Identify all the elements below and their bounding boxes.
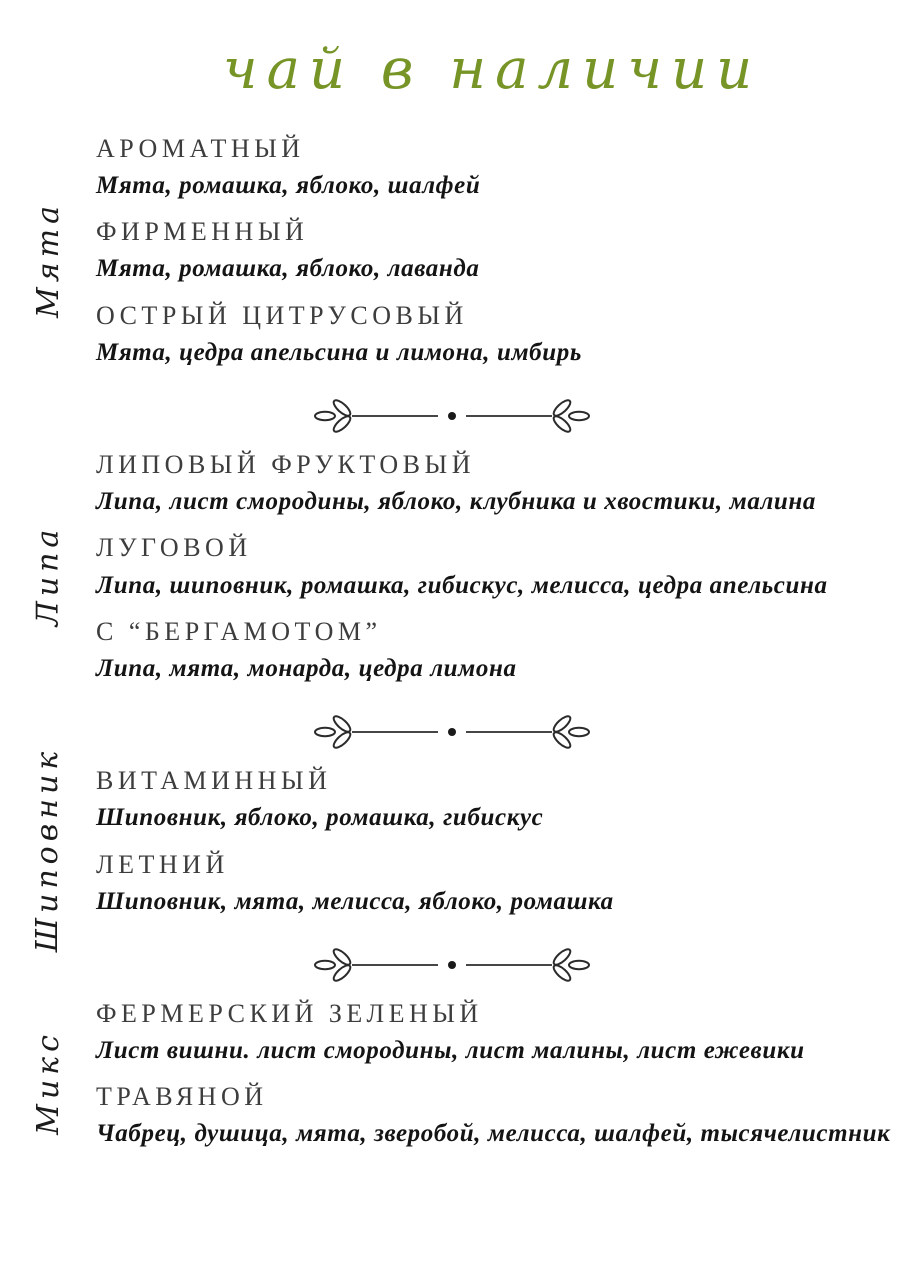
menu-item-name: АРОМАТНЫЙ [96,134,305,163]
section-rosehip-content [96,766,904,933]
section-rosehip [0,746,904,953]
menu-item-ingredients: Мята, ромашка, яблоко, шалфей [96,172,481,200]
menu-item [96,850,896,917]
menu-item-name: ОСТРЫЙ ЦИТРУСОВЫЙ [96,300,468,330]
menu-item-ingredients: Лист вишни. лист смородины, лист малины, лист ежевики [96,1036,805,1064]
section-rosehip-label: Шиповник [30,746,66,953]
menu-item-name: ЛЕТНИЙ [96,849,229,879]
menu-item [96,617,896,684]
menu-item-ingredients: Липа, мята, монарда, цедра лимона [96,654,517,682]
section-mix [0,999,904,1166]
section-mix-content [96,999,904,1166]
ornament-divider [0,398,904,434]
section-mint-rail [0,134,96,384]
menu-item [96,217,896,284]
page-title: чай в наличии [222,37,762,102]
menu-item-ingredients: Шиповник, яблоко, ромашка, гибискус [96,804,544,832]
menu-item-ingredients: Мята, ромашка, яблоко, лаванда [96,255,480,283]
menu-item-name: ФИРМЕННЫЙ [96,217,309,247]
menu-item-name: ТРАВЯНОЙ [96,1082,268,1112]
leaf-divider-icon [312,947,592,983]
menu-item [96,134,896,201]
menu-item-ingredients: Шиповник, мята, мелисса, яблоко, ромашка [96,887,614,915]
menu-item-ingredients: Мята, цедра апельсина и лимона, имбирь [96,338,582,366]
menu-item-name: ВИТАМИННЫЙ [96,766,332,796]
menu-item [96,301,896,368]
menu-item-ingredients: Липа, лист смородины, яблоко, клубника и хвостики, малина [96,488,816,516]
menu-item-name: С “БЕРГАМОТОМ” [96,616,382,646]
menu-item-ingredients: Липа, шиповник, ромашка, гибискус, мелисса, цедра апельсина [96,571,828,599]
section-mix-rail [0,999,96,1166]
section-linden [0,450,904,700]
menu-item [96,450,896,517]
section-linden-rail [0,450,96,700]
section-rosehip-rail [0,746,96,953]
ornament-divider [0,714,904,750]
section-mint-label: Мята [30,200,66,318]
menu-item [96,533,896,600]
section-mint-content [96,134,904,384]
menu-item-name: ЛУГОВОЙ [96,533,252,563]
menu-item-ingredients: Чабрец, душица, мята, зверобой, мелисса, шалфей, тысячелистник [96,1120,891,1148]
menu-item [96,766,896,833]
section-linden-label: Липа [30,524,66,626]
menu-item-name: ЛИПОВЫЙ ФРУКТОВЫЙ [96,450,475,480]
ornament-divider [0,947,904,983]
menu-item [96,1082,896,1149]
section-mix-label: Микс [30,1029,66,1135]
section-mint [0,134,904,384]
menu-item-name: ФЕРМЕРСКИЙ ЗЕЛЕНЫЙ [96,998,483,1028]
section-linden-content [96,450,904,700]
menu-item [96,999,896,1066]
leaf-divider-icon [312,398,592,434]
leaf-divider-icon [312,714,592,750]
